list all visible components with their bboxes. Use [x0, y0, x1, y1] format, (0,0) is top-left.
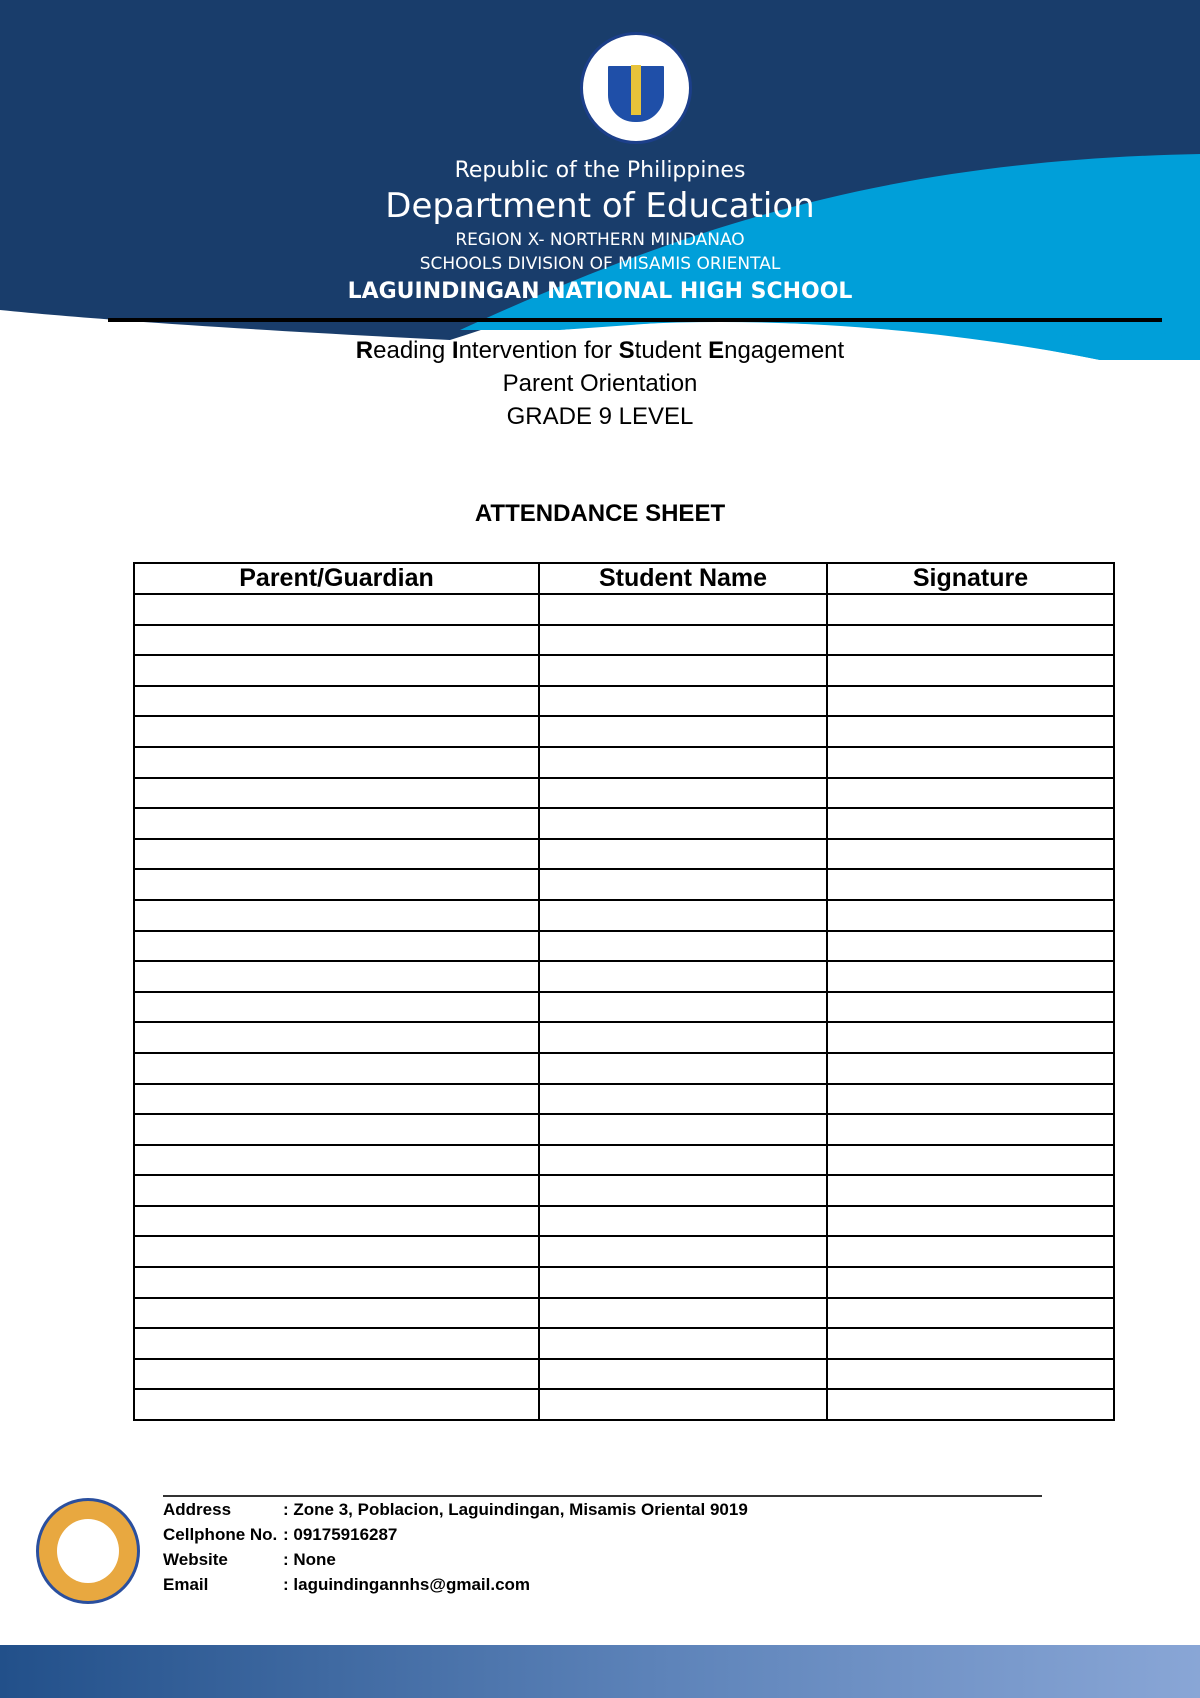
col-signature: Signature: [827, 563, 1114, 594]
student-cell[interactable]: [539, 1175, 827, 1206]
student-cell[interactable]: [539, 1267, 827, 1298]
footer-label: Website: [163, 1550, 228, 1569]
signature-cell[interactable]: [827, 625, 1114, 656]
table-row: [134, 808, 1114, 839]
table-header-row: [134, 563, 1114, 594]
parent-cell[interactable]: [134, 1084, 539, 1115]
student-cell[interactable]: [539, 778, 827, 809]
table-row: [134, 655, 1114, 686]
table-row: [134, 747, 1114, 778]
student-cell[interactable]: [539, 931, 827, 962]
student-cell[interactable]: [539, 1022, 827, 1053]
parent-cell[interactable]: [134, 1267, 539, 1298]
student-cell[interactable]: [539, 747, 827, 778]
table-row: [134, 1267, 1114, 1298]
signature-cell[interactable]: [827, 655, 1114, 686]
signature-cell[interactable]: [827, 808, 1114, 839]
table-row: [134, 778, 1114, 809]
title-segment: ntervention for: [458, 337, 619, 364]
signature-cell[interactable]: [827, 1328, 1114, 1359]
colon: :: [283, 1575, 294, 1594]
parent-cell[interactable]: [134, 869, 539, 900]
table-row: [134, 1206, 1114, 1237]
student-cell[interactable]: [539, 1328, 827, 1359]
student-cell[interactable]: [539, 839, 827, 870]
parent-cell[interactable]: [134, 1236, 539, 1267]
table-row: [134, 900, 1114, 931]
signature-cell[interactable]: [827, 839, 1114, 870]
parent-cell[interactable]: [134, 839, 539, 870]
signature-cell[interactable]: [827, 1206, 1114, 1237]
footer-value: 09175916287: [293, 1525, 398, 1544]
signature-cell[interactable]: [827, 747, 1114, 778]
parent-cell[interactable]: [134, 1389, 539, 1420]
student-cell[interactable]: [539, 1236, 827, 1267]
footer-value: laguindingannhs@gmail.com: [293, 1575, 531, 1594]
signature-cell[interactable]: [827, 869, 1114, 900]
title-initial: E: [708, 337, 725, 364]
parent-cell[interactable]: [134, 900, 539, 931]
table-row: [134, 594, 1114, 625]
parent-cell[interactable]: [134, 1359, 539, 1390]
footer-line: [163, 1500, 748, 1520]
table-row: [134, 1389, 1114, 1420]
signature-cell[interactable]: [827, 594, 1114, 625]
table-row: [134, 1359, 1114, 1390]
table-row: [134, 625, 1114, 656]
student-cell[interactable]: [539, 961, 827, 992]
footer-divider: [163, 1495, 1042, 1497]
title-segment: eading: [373, 337, 452, 364]
table-row: [134, 1084, 1114, 1115]
parent-cell[interactable]: [134, 686, 539, 717]
event-name: Parent Orientation: [502, 370, 698, 397]
signature-cell[interactable]: [827, 778, 1114, 809]
signature-cell[interactable]: [827, 961, 1114, 992]
student-cell[interactable]: [539, 900, 827, 931]
col-parent-guardian: Parent/Guardian: [134, 563, 539, 594]
signature-cell[interactable]: [827, 716, 1114, 747]
signature-cell[interactable]: [827, 1145, 1114, 1176]
parent-cell[interactable]: [134, 1145, 539, 1176]
signature-cell[interactable]: [827, 1298, 1114, 1329]
student-cell[interactable]: [539, 1145, 827, 1176]
republic-text: Republic of the Philippines: [454, 158, 746, 183]
signature-cell[interactable]: [827, 1175, 1114, 1206]
footer-label: Address: [163, 1500, 232, 1519]
title-segment: ngagement: [724, 337, 845, 364]
colon: :: [283, 1525, 294, 1544]
footer-value: None: [293, 1550, 336, 1569]
program-title: [0, 337, 1200, 365]
student-cell[interactable]: [539, 1389, 827, 1420]
footer-line: [163, 1525, 397, 1545]
table-row: [134, 1298, 1114, 1329]
table-row: [134, 931, 1114, 962]
table-row: [134, 961, 1114, 992]
footer-gradient-bar: [0, 1645, 1200, 1698]
signature-cell[interactable]: [827, 1267, 1114, 1298]
parent-cell[interactable]: [134, 1114, 539, 1145]
parent-cell[interactable]: [134, 1022, 539, 1053]
student-cell[interactable]: [539, 992, 827, 1023]
parent-cell[interactable]: [134, 594, 539, 625]
parent-cell[interactable]: [134, 992, 539, 1023]
title-initial: S: [618, 337, 635, 364]
region-text: REGION X- NORTHERN MINDANAO: [455, 230, 745, 250]
division-text: SCHOOLS DIVISION OF MISAMIS ORIENTAL: [419, 254, 781, 274]
parent-cell[interactable]: [134, 625, 539, 656]
footer-line: [163, 1550, 336, 1570]
sheet-title: ATTENDANCE SHEET: [474, 500, 726, 527]
signature-cell[interactable]: [827, 1022, 1114, 1053]
department-title: Department of Education: [385, 186, 815, 226]
signature-cell[interactable]: [827, 686, 1114, 717]
table-row: [134, 1145, 1114, 1176]
school-logo: [36, 1498, 140, 1604]
table-row: [134, 1022, 1114, 1053]
colon: :: [283, 1500, 294, 1519]
parent-cell[interactable]: [134, 931, 539, 962]
parent-cell[interactable]: [134, 808, 539, 839]
parent-cell[interactable]: [134, 747, 539, 778]
signature-cell[interactable]: [827, 1053, 1114, 1084]
student-cell[interactable]: [539, 625, 827, 656]
deped-seal-logo: [580, 32, 692, 144]
title-segment: tudent: [634, 337, 709, 364]
table-row: [134, 992, 1114, 1023]
col-student-name: Student Name: [539, 563, 827, 594]
parent-cell[interactable]: [134, 1053, 539, 1084]
parent-cell[interactable]: [134, 1175, 539, 1206]
parent-cell[interactable]: [134, 1328, 539, 1359]
table-row: [134, 839, 1114, 870]
school-name: LAGUINDINGAN NATIONAL HIGH SCHOOL: [347, 279, 853, 304]
attendance-table: [133, 562, 1115, 1421]
student-cell[interactable]: [539, 1206, 827, 1237]
footer-line: [163, 1575, 530, 1595]
table-row: [134, 1114, 1114, 1145]
student-cell[interactable]: [539, 686, 827, 717]
header-divider: [108, 318, 1162, 322]
title-initial: R: [355, 337, 374, 364]
student-cell[interactable]: [539, 1053, 827, 1084]
grade-level: GRADE 9 LEVEL: [506, 403, 694, 430]
signature-cell[interactable]: [827, 1236, 1114, 1267]
signature-cell[interactable]: [827, 931, 1114, 962]
title-initial: I: [451, 337, 459, 364]
table-row: [134, 716, 1114, 747]
student-cell[interactable]: [539, 808, 827, 839]
student-cell[interactable]: [539, 1359, 827, 1390]
student-cell[interactable]: [539, 594, 827, 625]
table-row: [134, 1175, 1114, 1206]
footer-label: Email: [163, 1575, 209, 1594]
student-cell[interactable]: [539, 1114, 827, 1145]
table-row: [134, 869, 1114, 900]
student-cell[interactable]: [539, 655, 827, 686]
parent-cell[interactable]: [134, 961, 539, 992]
signature-cell[interactable]: [827, 900, 1114, 931]
colon: :: [283, 1550, 294, 1569]
parent-cell[interactable]: [134, 1206, 539, 1237]
student-cell[interactable]: [539, 716, 827, 747]
parent-cell[interactable]: [134, 716, 539, 747]
table-row: [134, 1053, 1114, 1084]
table-row: [134, 1236, 1114, 1267]
footer-value: Zone 3, Poblacion, Laguindingan, Misamis Oriental 9019: [293, 1500, 748, 1519]
parent-cell[interactable]: [134, 778, 539, 809]
footer-label: Cellphone No.: [163, 1525, 278, 1544]
table-row: [134, 1328, 1114, 1359]
signature-cell[interactable]: [827, 1114, 1114, 1145]
signature-cell[interactable]: [827, 1359, 1114, 1390]
parent-cell[interactable]: [134, 655, 539, 686]
student-cell[interactable]: [539, 1084, 827, 1115]
signature-cell[interactable]: [827, 1084, 1114, 1115]
parent-cell[interactable]: [134, 1298, 539, 1329]
student-cell[interactable]: [539, 1298, 827, 1329]
signature-cell[interactable]: [827, 1389, 1114, 1420]
signature-cell[interactable]: [827, 992, 1114, 1023]
table-row: [134, 686, 1114, 717]
student-cell[interactable]: [539, 869, 827, 900]
